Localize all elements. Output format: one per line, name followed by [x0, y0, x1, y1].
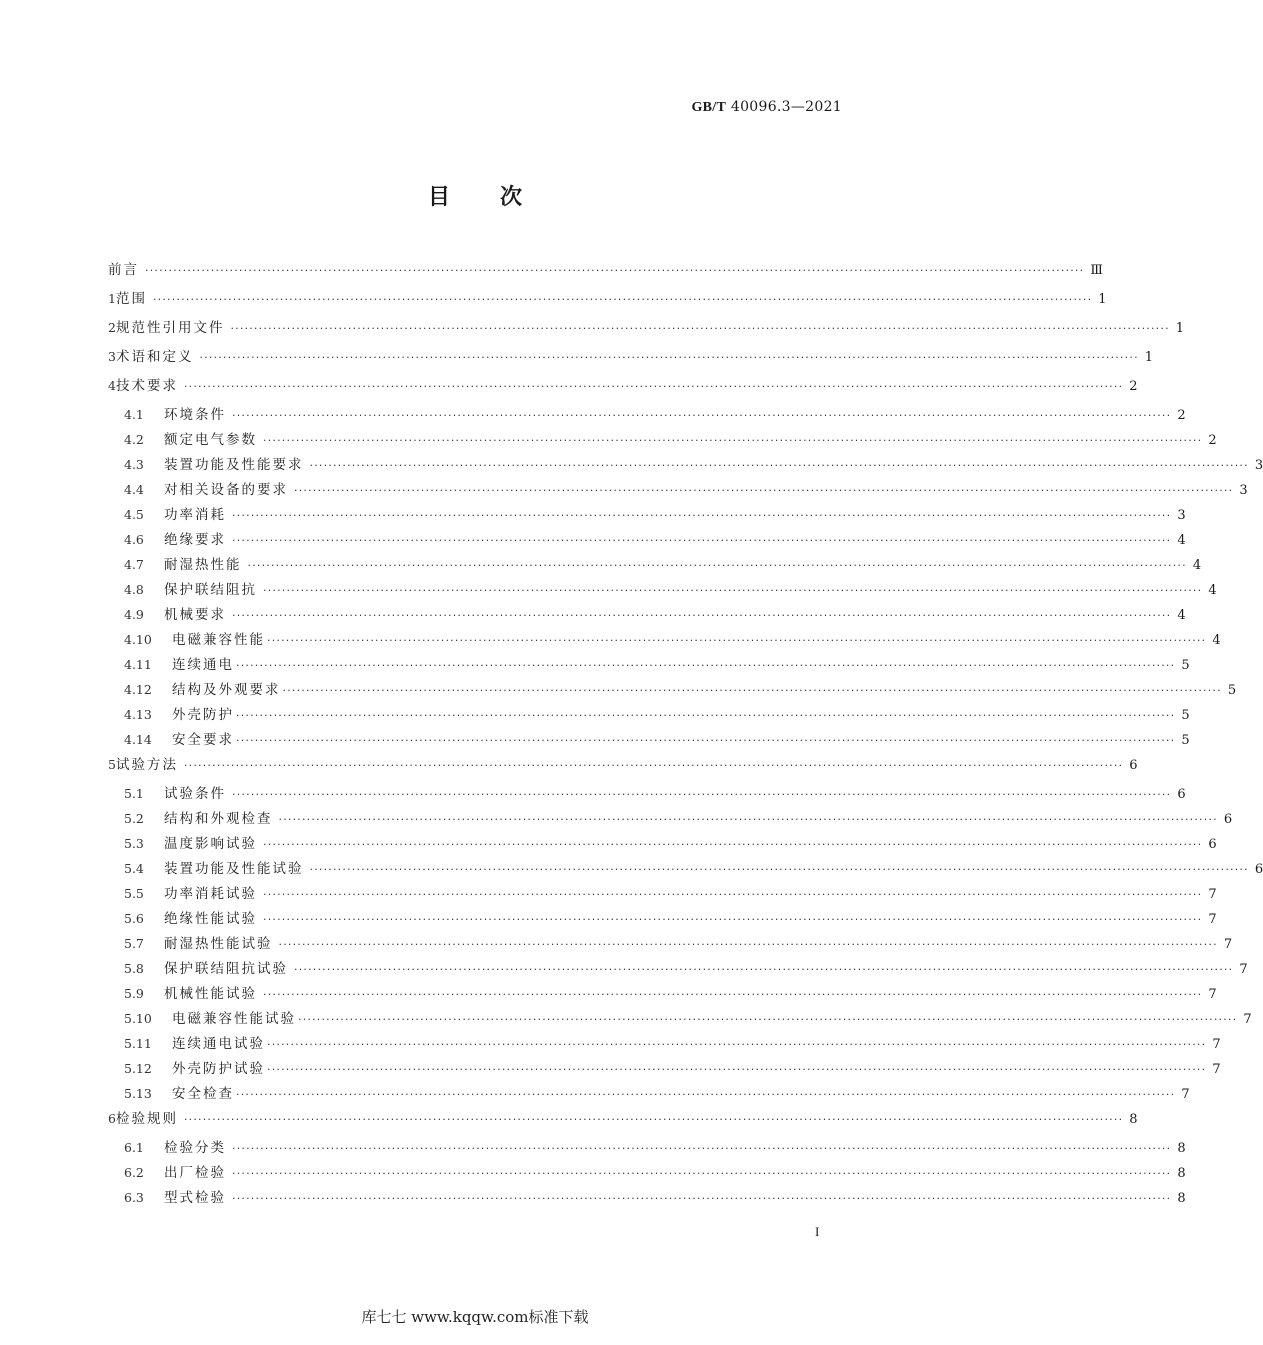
page-title: 目次: [427, 185, 572, 210]
toc-entry-page: 5: [1181, 708, 1190, 723]
toc-entry-title: 保护联结阻抗: [164, 582, 257, 598]
dot-leader: ········································································································································································································: [263, 584, 1203, 597]
toc-entry-page: 5: [1181, 733, 1190, 748]
toc-entry[interactable]: [108, 528, 1186, 553]
standard-code: [691, 99, 842, 116]
dot-leader: ········································································································································································································: [232, 1142, 1172, 1155]
toc-entry-title: 装置功能及性能试验: [164, 861, 304, 877]
toc-entry-number: 6.1: [124, 1140, 144, 1155]
toc-entry-title: 保护联结阻抗试验: [164, 961, 288, 977]
toc-entry-title: 连续通电: [172, 657, 234, 673]
toc-entry[interactable]: [108, 287, 1107, 316]
toc-entry-page: 2: [1129, 379, 1138, 394]
toc-entry-number: 5.1: [124, 786, 144, 801]
page-number: I: [815, 1224, 820, 1239]
toc-entry[interactable]: [108, 753, 1138, 782]
dot-leader: ········································································································································································································: [263, 434, 1203, 447]
toc-entry[interactable]: [108, 1082, 1190, 1107]
toc-entry[interactable]: [108, 428, 1217, 453]
dot-leader: ········································································································································································································: [309, 863, 1249, 876]
toc-entry-number: 4.14: [124, 732, 152, 747]
toc-entry-title: 安全要求: [172, 732, 234, 748]
dot-leader: ········································································································································································································: [263, 988, 1203, 1001]
toc-entry-page: 7: [1239, 962, 1248, 977]
toc-entry-page: 6: [1129, 758, 1138, 773]
toc-entry-title: 术语和定义: [115, 349, 194, 365]
dot-leader: ········································································································································································································: [278, 938, 1218, 951]
toc-entry-title: 前言: [108, 262, 139, 278]
toc-entry-title: 绝缘要求: [164, 532, 226, 548]
toc-entry-number: 4.2: [124, 432, 144, 447]
toc-entry-title: 耐湿热性能: [164, 557, 242, 573]
toc-entry-page: 3: [1239, 483, 1248, 498]
toc-entry-title: 检验规则: [115, 1111, 178, 1127]
toc-entry-number: 5.10: [124, 1011, 152, 1026]
toc-entry[interactable]: [108, 258, 1103, 287]
toc-entry-page: 8: [1177, 1166, 1186, 1181]
toc-entry[interactable]: [108, 374, 1138, 403]
toc-entry-number: 6: [108, 1111, 116, 1126]
dot-leader: ········································································································································································································: [199, 351, 1139, 364]
dot-leader: ········································································································································································································: [232, 409, 1172, 422]
toc-entry-page: 7: [1208, 912, 1217, 927]
dot-leader: ········································································································································································································: [232, 1192, 1172, 1205]
toc-entry-number: 4.5: [124, 507, 144, 522]
toc-entry-page: 1: [1098, 292, 1107, 307]
dot-leader: ········································································································································································································: [183, 380, 1124, 393]
dot-leader: ········································································································································································································: [263, 838, 1203, 851]
toc-entry-title: 结构及外观要求: [172, 682, 281, 698]
toc-entry-number: 5.3: [124, 836, 144, 851]
toc-entry-title: 电磁兼容性能: [172, 632, 265, 648]
toc-entry-page: 4: [1208, 583, 1217, 598]
toc-entry-number: 1: [108, 291, 116, 306]
toc-entry-page: 1: [1175, 321, 1185, 336]
toc-entry-title: 连续通电试验: [172, 1036, 265, 1052]
standard-code-prefix: GB/T: [691, 100, 727, 115]
toc-entry-title: 功率消耗: [164, 507, 226, 523]
toc-entry-page: 8: [1177, 1191, 1186, 1206]
toc-entry-title: 型式检验: [164, 1190, 226, 1206]
toc-entry-title: 试验方法: [115, 757, 178, 773]
dot-leader: ········································································································································································································: [236, 734, 1176, 747]
toc-entry-page: 5: [1227, 683, 1237, 698]
toc-entry-title: 外壳防护: [172, 707, 234, 723]
toc-entry[interactable]: [108, 603, 1186, 628]
dot-leader: ········································································································································································································: [294, 963, 1234, 976]
toc-entry-number: 5.13: [124, 1086, 152, 1101]
toc-entry-page: 1: [1144, 350, 1154, 365]
toc-entry-page: 4: [1177, 533, 1186, 548]
toc-entry-page: 7: [1223, 937, 1233, 952]
toc-entry-page: 7: [1208, 987, 1217, 1002]
toc-entry[interactable]: [108, 728, 1190, 753]
toc-entry[interactable]: [108, 782, 1186, 807]
toc-entry-number: 2: [108, 320, 116, 335]
toc-entry-title: 绝缘性能试验: [164, 911, 257, 927]
toc-entry-page: 7: [1181, 1087, 1190, 1102]
toc-entry[interactable]: [108, 907, 1217, 932]
toc-entry-title: 试验条件: [164, 786, 226, 802]
toc-entry[interactable]: [108, 882, 1217, 907]
dot-leader: ········································································································································································································: [267, 1063, 1207, 1076]
toc-entry-number: 5.2: [124, 811, 144, 826]
dot-leader: ········································································································································································································: [278, 813, 1218, 826]
toc-entry-number: 4.13: [124, 707, 152, 722]
dot-leader: ········································································································································································································: [236, 1088, 1176, 1101]
toc-entry-number: 4.12: [124, 682, 152, 697]
table-of-contents: [108, 258, 1263, 1211]
toc-entry[interactable]: [108, 1107, 1138, 1136]
toc-entry-title: 耐湿热性能试验: [164, 936, 273, 952]
dot-leader: ········································································································································································································: [183, 1113, 1124, 1126]
toc-entry[interactable]: [108, 678, 1237, 703]
dot-leader: ········································································································································································································: [267, 634, 1207, 647]
toc-entry-page: 3: [1254, 458, 1263, 473]
toc-entry[interactable]: [108, 957, 1248, 982]
toc-entry-number: 5.4: [124, 861, 144, 876]
dot-leader: ········································································································································································································: [247, 559, 1187, 572]
toc-entry-number: 5.9: [124, 986, 144, 1001]
toc-entry[interactable]: [108, 453, 1263, 478]
toc-entry-page: 3: [1177, 508, 1186, 523]
toc-entry-page: 7: [1243, 1012, 1252, 1027]
toc-entry-page: 6: [1254, 862, 1263, 877]
dot-leader: ········································································································································································································: [232, 609, 1172, 622]
dot-leader: ········································································································································································································: [263, 888, 1203, 901]
toc-entry-title: 温度影响试验: [164, 836, 257, 852]
toc-entry-title: 装置功能及性能要求: [164, 457, 304, 473]
toc-entry-number: 4.6: [124, 532, 144, 547]
toc-entry[interactable]: [108, 1186, 1186, 1211]
toc-entry-page: 7: [1212, 1062, 1221, 1077]
toc-entry[interactable]: [108, 478, 1248, 503]
toc-entry-page: 6: [1223, 812, 1233, 827]
toc-entry-page: 7: [1212, 1037, 1221, 1052]
toc-entry[interactable]: [108, 932, 1233, 957]
dot-leader: ········································································································································································································: [298, 1013, 1238, 1026]
toc-entry-title: 结构和外观检查: [164, 811, 273, 827]
toc-entry-page: 6: [1208, 837, 1217, 852]
toc-entry-page: 5: [1181, 658, 1190, 673]
toc-entry-title: 范围: [115, 291, 147, 307]
toc-entry-title: 外壳防护试验: [172, 1061, 265, 1077]
toc-entry[interactable]: [108, 832, 1217, 857]
standard-code-number: 40096.3—2021: [730, 99, 842, 115]
toc-entry-title: 技术要求: [115, 378, 178, 394]
toc-entry-number: 4.8: [124, 582, 144, 597]
toc-entry-title: 机械要求: [164, 607, 226, 623]
dot-leader: ········································································································································································································: [232, 534, 1172, 547]
toc-entry-page: 8: [1177, 1141, 1186, 1156]
dot-leader: ········································································································································································································: [183, 759, 1124, 772]
toc-entry[interactable]: [108, 703, 1190, 728]
toc-entry[interactable]: [108, 1032, 1221, 1057]
toc-entry-page: 2: [1177, 408, 1186, 423]
dot-leader: ········································································································································································································: [309, 459, 1249, 472]
toc-entry-title: 额定电气参数: [164, 432, 257, 448]
toc-entry[interactable]: [108, 807, 1233, 832]
toc-entry-number: 4.7: [124, 557, 144, 572]
dot-leader: ········································································································································································································: [263, 913, 1203, 926]
toc-entry-number: 4: [108, 378, 116, 393]
toc-entry-number: 4.4: [124, 482, 144, 497]
dot-leader: ········································································································································································································: [267, 1038, 1207, 1051]
toc-entry-number: 4.10: [124, 632, 152, 647]
dot-leader: ········································································································································································································: [236, 709, 1176, 722]
toc-entry-page: 4: [1212, 633, 1221, 648]
toc-entry[interactable]: [108, 553, 1202, 578]
toc-entry-title: 机械性能试验: [164, 986, 257, 1002]
toc-entry-number: 5.5: [124, 886, 144, 901]
toc-entry[interactable]: [108, 403, 1186, 428]
toc-entry[interactable]: [108, 857, 1263, 882]
toc-entry-number: 4.11: [124, 657, 152, 672]
toc-entry[interactable]: [108, 1161, 1186, 1186]
toc-entry-title: 电磁兼容性能试验: [172, 1011, 296, 1027]
toc-entry[interactable]: [108, 628, 1221, 653]
toc-entry[interactable]: [108, 1136, 1186, 1161]
dot-leader: ········································································································································································································: [232, 1167, 1172, 1180]
toc-entry-number: 4.9: [124, 607, 144, 622]
toc-entry[interactable]: [108, 1007, 1252, 1032]
toc-entry-number: 6.3: [124, 1190, 144, 1205]
footer-watermark: 库七七 www.kqqw.com标准下载: [361, 1308, 589, 1326]
toc-entry-page: 8: [1129, 1112, 1138, 1127]
toc-entry-title: 出厂检验: [164, 1165, 226, 1181]
toc-entry-page: 4: [1177, 608, 1186, 623]
dot-leader: ········································································································································································································: [232, 509, 1172, 522]
toc-entry[interactable]: [108, 653, 1190, 678]
toc-entry-number: 6.2: [124, 1165, 144, 1180]
dot-leader: ········································································································································································································: [152, 293, 1093, 306]
toc-entry-page: 6: [1177, 787, 1186, 802]
toc-entry-number: 5.12: [124, 1061, 152, 1076]
toc-entry-page: Ⅲ: [1090, 263, 1103, 278]
toc-entry-number: 5.8: [124, 961, 144, 976]
dot-leader: ········································································································································································································: [232, 788, 1172, 801]
toc-entry-page: 7: [1208, 887, 1217, 902]
toc-entry-number: 5.6: [124, 911, 144, 926]
dot-leader: ········································································································································································································: [236, 659, 1176, 672]
toc-entry[interactable]: [108, 982, 1217, 1007]
toc-entry-title: 安全检查: [172, 1086, 234, 1102]
toc-entry-number: 5: [108, 757, 116, 772]
toc-entry-number: 5.11: [124, 1036, 152, 1051]
toc-entry-title: 功率消耗试验: [164, 886, 257, 902]
dot-leader: ········································································································································································································: [230, 322, 1170, 335]
toc-entry-number: 3: [108, 349, 116, 364]
toc-entry-title: 检验分类: [164, 1140, 226, 1156]
toc-entry-page: 4: [1192, 558, 1202, 573]
dot-leader: ········································································································································································································: [282, 684, 1222, 697]
dot-leader: ········································································································································································································: [145, 264, 1085, 277]
toc-entry[interactable]: [108, 503, 1186, 528]
toc-entry-number: 5.7: [124, 936, 144, 951]
toc-entry-title: 规范性引用文件: [115, 320, 225, 336]
toc-entry-title: 环境条件: [164, 407, 226, 423]
toc-entry-title: 对相关设备的要求: [164, 482, 288, 498]
toc-entry-number: 4.3: [124, 457, 144, 472]
toc-entry[interactable]: [108, 345, 1154, 374]
dot-leader: ········································································································································································································: [294, 484, 1234, 497]
toc-entry[interactable]: [108, 1057, 1221, 1082]
toc-entry[interactable]: [108, 578, 1217, 603]
toc-entry[interactable]: [108, 316, 1185, 345]
toc-entry-page: 2: [1208, 433, 1217, 448]
toc-entry-number: 4.1: [124, 407, 144, 422]
